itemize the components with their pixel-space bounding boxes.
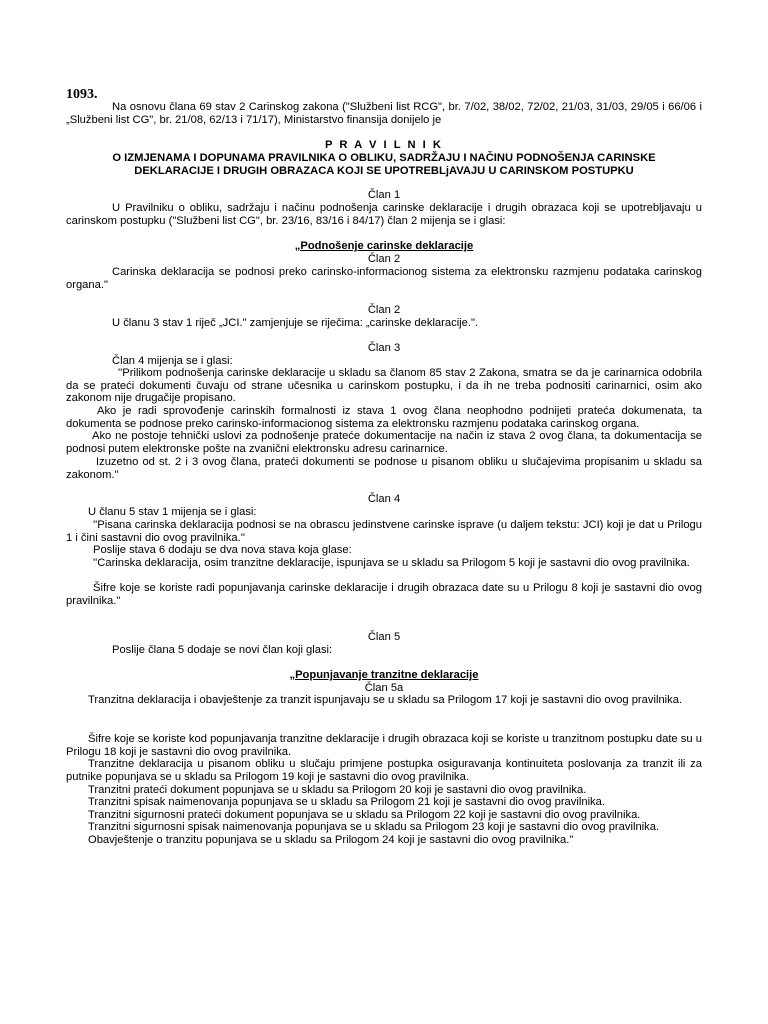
article-4-paragraph-4: Šifre koje se koriste radi popunjavanja carinske deklaracije i drugih obrazaca date su u Prilogu 8 koji je sastavni dio ovog pravilnika." (66, 582, 702, 607)
preamble: Na osnovu člana 69 stav 2 Carinskog zakona ("Službeni list RCG", br. 7/02, 38/02, 72/02, 21/03, 31/03, 29/05 i 66/06 i „Službeni list CG", br. 21/08, 62/13 i 71/17), Ministarstvo finansija donijelo je (66, 101, 702, 126)
article-3-paragraph-4: Izuzetno od st. 2 i 3 ovog člana, prateći dokumenti se podnose u pisanom obliku u slučajevima propisanim u skladu sa zakonom.'' (66, 456, 702, 481)
gazette-item-number: 1093. (66, 87, 98, 102)
document-subtitle: O IZMJENAMA I DOPUNAMA PRAVILNIKA O OBLIKU, SADRŽAJU I NAČINU PODNOŠENJA CARINSKE DEKLARACIJE I DRUGIH OBRAZACA KOJI SE UPOTREBLjAVAJU U CARINSKOM POSTUPKU (112, 152, 656, 177)
article-4-heading: Član 4 (367, 493, 401, 505)
article-5a-paragraph-2: Šifre koje se koriste kod popunjavanja tranzitne deklaracije i drugih obrazaca koji se koriste u tranzitnom postupku date su u Prilogu 18 koji je sastavni dio ovog pravilnika. (66, 733, 702, 758)
article-5a-paragraph-6: Tranzitni sigurnosni prateći dokument popunjava se u skladu sa Prilogom 22 koji je sastavni dio ovog pravilnika. (88, 809, 641, 821)
article-3-heading: Član 3 (367, 342, 401, 354)
article-4-paragraph-3: ''Carinska deklaracija, osim tranzitne deklaracije, ispunjava se u skladu sa Prilogom 5 koji je sastavni dio ovog pravilnika. (93, 557, 690, 569)
article-3-paragraph-2: Ako je radi sprovođenje carinskih formalnosti iz stava 1 ovog člana neophodno podnijeti prateća dokumenata, ta dokumenta se podnose preko carinsko-informacionog sistema za elektronsku razmjenu podataka carinskog organa. (66, 405, 702, 430)
article-4-intro: U članu 5 stav 1 mijenja se i glasi: (88, 506, 257, 518)
article-5a-paragraph-4: Tranzitni prateći dokument popunjava se u skladu sa Prilogom 20 koji je sastavni dio ovog pravilnika. (88, 784, 587, 796)
article-2-text: U članu 3 stav 1 riječ „JCI." zamjenjuje se riječima: „carinske deklaracije.". (112, 317, 479, 329)
article-1-text: U Pravilniku o obliku, sadržaju i načinu podnošenja carinske deklaracije i drugih obrazaca koji se upotrebljavaju u carinskom postupku ("Službeni list CG", br. 23/16, 83/16 i 84/17) član 2 mijenja se i glasi: (66, 202, 702, 227)
article-5-heading: Član 5 (367, 631, 401, 643)
article-5a-paragraph-3: Tranzitne deklaracija u pisanom obliku u slučaju primjene postupka osiguravanja kontinuiteta poslovanja za tranzit ili za putnike popunjava se u skladu sa Prilogom 19 koji je sastavni dio ovog pravilnika. (66, 758, 702, 783)
section-submission-text: Carinska deklaracija se podnosi preko carinsko-informacionog sistema za elektronsku razmjenu podataka carinskog organa." (66, 266, 702, 291)
article-5-intro: Poslije člana 5 dodaje se novi član koji glasi: (112, 644, 333, 656)
article-4-paragraph-1: ''Pisana carinska deklaracija podnosi se na obrascu jedinstvene carinske isprave (u daljem tekstu: JCI) koji je dat u Prilogu 1 i čini sastavni dio ovog pravilnika.'' (66, 519, 702, 544)
article-5a-paragraph-1: Tranzitna deklaracija i obavještenje za tranzit ispunjavaju se u skladu sa Prilogom 17 koji je sastavni dio ovog pravilnika. (88, 694, 683, 706)
document-title: P R A V I L N I K (325, 139, 443, 151)
section-submission-heading: Član 2 (367, 253, 401, 265)
section-title-transit: „Popunjavanje tranzitne deklaracije (289, 669, 479, 681)
article-5a-heading: Član 5a (364, 682, 404, 694)
section-title-submission: „Podnošenje carinske deklaracije (294, 240, 474, 252)
article-3-paragraph-1: ''Prilikom podnošenja carinske deklaracije u skladu sa članom 85 stav 2 Zakona, smatra se da je carinarnica odobrila da se prateći dokumenti čuvaju od strane učesnika u carinskom postupku, i da ih ne treba podnositi carinarnici, osim ako zakonom nije drugačije propisano. (66, 367, 702, 405)
article-2-heading: Član 2 (367, 304, 401, 316)
article-5a-paragraph-8: Obavještenje o tranzitu popunjava se u skladu sa Prilogom 24 koji je sastavni dio ovog pravilnika." (88, 834, 574, 846)
article-3-paragraph-3: Ako ne postoje tehnički uslovi za podnošenje prateće dokumentacije na način iz stava 2 ovog člana, ta dokumentacija se podnosi putem elektronske pošte na zvanični elektronsku adresu carinarnice. (66, 430, 702, 455)
article-1-heading: Član 1 (367, 189, 401, 201)
article-5a-paragraph-5: Tranzitni spisak naimenovanja popunjava se u skladu sa Prilogom 21 koji je sastavni dio ovog pravilnika. (88, 796, 605, 808)
article-4-paragraph-2: Poslije stava 6 dodaju se dva nova stava koja glase: (93, 544, 352, 556)
article-3-intro: Član 4 mijenja se i glasi: (112, 355, 233, 367)
article-5a-paragraph-7: Tranzitni sigurnosni spisak naimenovanja popunjava se u skladu sa Prilogom 23 koji je sastavni dio ovog pravilnika. (88, 821, 660, 833)
